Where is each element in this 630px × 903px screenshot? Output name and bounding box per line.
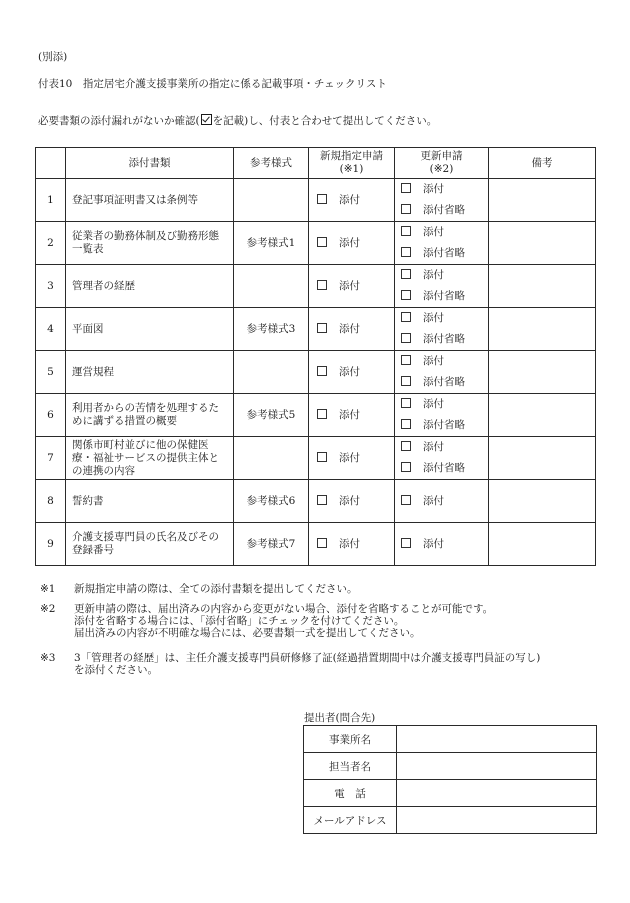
document-name: 管理者の経歴 — [66, 265, 234, 308]
reference-form: 参考様式1 — [234, 222, 309, 265]
email-field[interactable] — [397, 807, 597, 834]
checkbox-icon[interactable] — [401, 462, 411, 472]
checkbox-icon[interactable] — [401, 312, 411, 322]
reference-form: 参考様式3 — [234, 308, 309, 351]
document-name: 登記事項証明書又は条例等 — [66, 179, 234, 222]
checkbox-icon[interactable] — [317, 194, 327, 204]
reference-form — [234, 437, 309, 480]
checkbox-icon[interactable] — [401, 441, 411, 451]
renewal-cell — [395, 437, 489, 480]
document-name: 従業者の勤務体制及び勤務形態一覧表 — [66, 222, 234, 265]
remarks-cell[interactable] — [489, 394, 596, 437]
checkbox-icon[interactable] — [401, 398, 411, 408]
new-application-cell — [309, 308, 395, 351]
checkbox-icon[interactable] — [317, 409, 327, 419]
checkbox-icon[interactable] — [317, 323, 327, 333]
row-number: 5 — [36, 351, 66, 394]
instruction-text — [38, 113, 437, 128]
table-row — [36, 308, 596, 351]
submitter-row-email — [304, 807, 597, 834]
header-renewal-title: 更新申請 — [420, 150, 463, 162]
table-row — [36, 179, 596, 222]
renewal-cell — [395, 222, 489, 265]
new-application-cell — [309, 265, 395, 308]
new-attach-label: 添付 — [339, 537, 360, 550]
renewal-omit-label: 添付省略 — [423, 333, 465, 345]
renewal-attach-label: 添付 — [423, 269, 444, 281]
reference-form: 参考様式5 — [234, 394, 309, 437]
reference-form — [234, 265, 309, 308]
checkbox-icon[interactable] — [317, 452, 327, 462]
office-name-label: 事業所名 — [304, 726, 397, 753]
submitter-row-office — [304, 726, 597, 753]
checkbox-icon[interactable] — [401, 290, 411, 300]
renewal-cell — [395, 394, 489, 437]
reference-form — [234, 179, 309, 222]
new-application-cell — [309, 179, 395, 222]
document-name: 介護支援専門員の氏名及びその登録番号 — [66, 523, 234, 566]
office-name-field[interactable] — [397, 726, 597, 753]
remarks-cell[interactable] — [489, 480, 596, 523]
checkbox-icon[interactable] — [401, 419, 411, 429]
note-3-line2: を添付ください。 — [74, 664, 158, 676]
note-1-text: 新規指定申請の際は、全ての添付書類を提出してください。 — [74, 583, 358, 595]
row-number: 6 — [36, 394, 66, 437]
header-renewal-note: (※2) — [429, 163, 454, 175]
header-new-application-note: (※1) — [339, 163, 364, 175]
table-row — [36, 394, 596, 437]
new-application-cell — [309, 437, 395, 480]
header-attached-documents: 添付書類 — [66, 148, 234, 179]
remarks-cell[interactable] — [489, 308, 596, 351]
remarks-cell[interactable] — [489, 351, 596, 394]
document-name: 誓約書 — [66, 480, 234, 523]
phone-field[interactable] — [397, 780, 597, 807]
new-application-cell — [309, 222, 395, 265]
checklist-table — [35, 147, 596, 566]
person-in-charge-field[interactable] — [397, 753, 597, 780]
checkbox-icon[interactable] — [317, 280, 327, 290]
renewal-attach-label: 添付 — [423, 398, 444, 410]
document-name: 運営規程 — [66, 351, 234, 394]
reference-form: 参考様式6 — [234, 480, 309, 523]
document-name: 平面図 — [66, 308, 234, 351]
renewal-omit-label: 添付省略 — [423, 204, 465, 216]
document-title: 付表10 指定居宅介護支援事業所の指定に係る記載事項・チェックリスト — [38, 78, 387, 90]
row-number: 7 — [36, 437, 66, 480]
person-in-charge-label: 担当者名 — [304, 753, 397, 780]
renewal-omit-label: 添付省略 — [423, 462, 465, 474]
remarks-cell[interactable] — [489, 222, 596, 265]
table-row — [36, 523, 596, 566]
submitter-row-phone — [304, 780, 597, 807]
renewal-omit-label: 添付省略 — [423, 376, 465, 388]
new-attach-label: 添付 — [339, 236, 360, 249]
header-renewal-application — [395, 148, 489, 179]
note-2-line2: 添付を省略する場合には、「添付省略」にチェックを付けてください。 — [74, 615, 405, 627]
remarks-cell[interactable] — [489, 179, 596, 222]
note-3-mark: ※3 — [40, 652, 56, 664]
new-application-cell — [309, 351, 395, 394]
checkbox-icon[interactable] — [401, 269, 411, 279]
annex-label: (別添) — [38, 51, 68, 63]
instruction-text-before: 必要書類の添付漏れがないか確認( — [38, 115, 200, 127]
row-number: 1 — [36, 179, 66, 222]
renewal-omit-label: 添付省略 — [423, 290, 465, 302]
table-row — [36, 222, 596, 265]
note-2-line3: 届出済みの内容が不明確な場合には、必要書類一式を提出してください。 — [74, 627, 421, 639]
new-application-cell — [309, 394, 395, 437]
new-attach-label: 添付 — [339, 451, 360, 464]
new-attach-label: 添付 — [339, 408, 360, 421]
submitter-label: 提出者(問合先) — [304, 712, 376, 724]
phone-label: 電 話 — [304, 780, 397, 807]
header-no — [36, 148, 66, 179]
header-new-application-title: 新規指定申請 — [320, 150, 383, 162]
email-label: メールアドレス — [304, 807, 397, 834]
table-row — [36, 480, 596, 523]
new-attach-label: 添付 — [339, 322, 360, 335]
instruction-text-after: を記載)し、付表と合わせて提出してください。 — [212, 115, 438, 127]
note-2-mark: ※2 — [40, 603, 56, 615]
remarks-cell[interactable] — [489, 437, 596, 480]
note-2-line1: 更新申請の際は、届出済みの内容から変更がない場合、添付を省略することが可能です。 — [74, 603, 494, 615]
new-attach-label: 添付 — [339, 193, 360, 206]
checkbox-icon[interactable] — [317, 366, 327, 376]
renewal-attach-label: 添付 — [423, 226, 444, 238]
renewal-attach-label: 添付 — [423, 494, 444, 507]
header-remarks: 備考 — [489, 148, 596, 179]
renewal-attach-label: 添付 — [423, 355, 444, 367]
renewal-attach-label: 添付 — [423, 537, 444, 550]
new-attach-label: 添付 — [339, 279, 360, 292]
new-application-cell — [309, 523, 395, 566]
submitter-table — [303, 725, 597, 834]
row-number: 8 — [36, 480, 66, 523]
note-3-line1: 3「管理者の経歴」は、主任介護支援専門員研修修了証(経過措置期間中は介護支援専門員証の写し) — [74, 652, 541, 664]
checkbox-icon[interactable] — [401, 333, 411, 343]
submitter-row-person — [304, 753, 597, 780]
renewal-omit-label: 添付省略 — [423, 247, 465, 259]
document-name: 利用者からの苦情を処理するために講ずる措置の概要 — [66, 394, 234, 437]
remarks-cell[interactable] — [489, 265, 596, 308]
document-name: 関係市町村並びに他の保健医療・福祉サービスの提供主体との連携の内容 — [66, 437, 234, 480]
new-application-cell — [309, 480, 395, 523]
reference-form: 参考様式7 — [234, 523, 309, 566]
checkbox-icon[interactable] — [401, 247, 411, 257]
checkbox-icon[interactable] — [401, 376, 411, 386]
checkbox-icon[interactable] — [401, 538, 411, 548]
reference-form — [234, 351, 309, 394]
checkbox-icon[interactable] — [317, 495, 327, 505]
row-number: 9 — [36, 523, 66, 566]
note-1-mark: ※1 — [40, 583, 56, 595]
checkbox-icon[interactable] — [401, 226, 411, 236]
checkbox-icon[interactable] — [401, 183, 411, 193]
renewal-cell — [395, 523, 489, 566]
checkbox-icon[interactable] — [317, 538, 327, 548]
row-number: 4 — [36, 308, 66, 351]
row-number: 2 — [36, 222, 66, 265]
renewal-cell — [395, 480, 489, 523]
new-attach-label: 添付 — [339, 494, 360, 507]
table-row — [36, 437, 596, 480]
renewal-cell — [395, 308, 489, 351]
renewal-attach-label: 添付 — [423, 441, 444, 453]
renewal-omit-label: 添付省略 — [423, 419, 465, 431]
renewal-attach-label: 添付 — [423, 183, 444, 195]
header-new-application — [309, 148, 395, 179]
table-row — [36, 265, 596, 308]
checkbox-icon[interactable] — [401, 495, 411, 505]
header-reference-form: 参考様式 — [234, 148, 309, 179]
checkbox-icon[interactable] — [401, 355, 411, 365]
checkbox-icon[interactable] — [401, 204, 411, 214]
checkbox-icon[interactable] — [317, 237, 327, 247]
renewal-attach-label: 添付 — [423, 312, 444, 324]
table-header-row — [36, 148, 596, 179]
new-attach-label: 添付 — [339, 365, 360, 378]
remarks-cell[interactable] — [489, 523, 596, 566]
renewal-cell — [395, 179, 489, 222]
table-row — [36, 351, 596, 394]
renewal-cell — [395, 351, 489, 394]
renewal-cell — [395, 265, 489, 308]
row-number: 3 — [36, 265, 66, 308]
checkmark-icon — [201, 114, 212, 125]
